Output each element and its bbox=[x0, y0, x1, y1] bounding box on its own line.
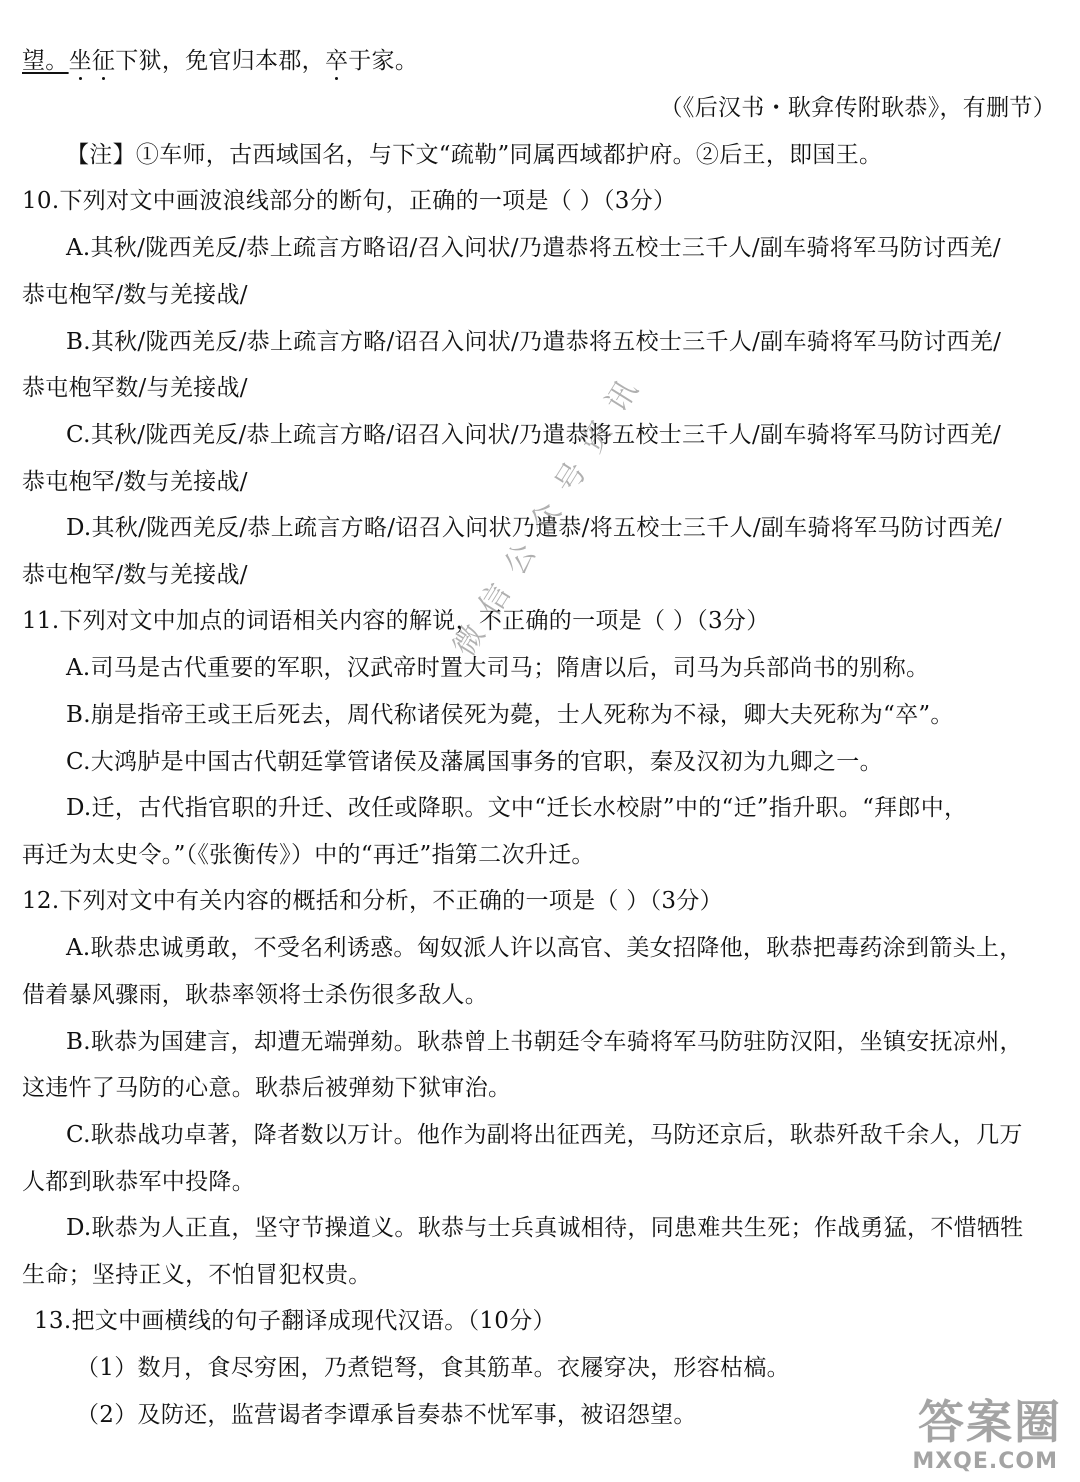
question-12: 12.下列对文中有关内容的概括和分析，不正确的一项是（ ）（3分） bbox=[22, 888, 723, 914]
q12-option-c-cont: 人都到耿恭军中投降。 bbox=[22, 1169, 255, 1195]
annotation-note: 【注】①车师，古西域国名，与下文“疏勒”同属西域都护府。②后王，即国王。 bbox=[66, 142, 883, 168]
q12-option-d: D.耿恭为人正直，坚守节操道义。耿恭与士兵真诚相待，同患难共生死；作战勇猛，不惜牺牲 bbox=[66, 1215, 1024, 1241]
q11-option-c: C.大鸿胪是中国古代朝廷掌管诸侯及藩属国事务的官职，秦及汉初为九卿之一。 bbox=[66, 749, 883, 775]
q12-option-c: C.耿恭战功卓著，降者数以万计。他作为副将出征西羌，马防还京后，耿恭歼敌千余人，几万 bbox=[66, 1122, 1023, 1148]
dotted-word-zheng: 征 bbox=[91, 48, 116, 74]
q11-option-d: D.迁，古代指官职的升迁、改任或降职。文中“迁长水校尉”中的“迁”指升职。“拜郎中， bbox=[66, 795, 968, 821]
q10-option-a: A.其秋/陇西羌反/恭上疏言方略诏/召入问状/乃遣恭将五校士三千人/副车骑将军马防讨西羌/ bbox=[66, 235, 1001, 261]
question-11: 11.下列对文中加点的词语相关内容的解说，不正确的一项是（ ）（3分） bbox=[22, 608, 770, 634]
watermark-text: 微信公众号资讯 bbox=[446, 359, 655, 663]
q13-sentence-1: （1）数月，食尽穷困，乃煮铠弩，食其筋革。衣屦穿决，形容枯槁。 bbox=[76, 1355, 790, 1381]
text-fragment: 下狱，免官归本郡， bbox=[115, 48, 325, 74]
dotted-word-zuo: 坐 bbox=[68, 48, 92, 74]
underlined-fragment: 望。 bbox=[22, 48, 69, 74]
site-logo bbox=[882, 1386, 1072, 1476]
q10-option-b: B.其秋/陇西羌反/恭上疏言方略/诏召入问状/乃遣恭将五校士三千人/副车骑将军马防讨西羌/ bbox=[66, 329, 1002, 355]
logo-chinese: 答案圈 bbox=[918, 1395, 1062, 1449]
q11-option-d-cont: 再迁为太史令。”（《张衡传》）中的“再迁”指第二次升迁。 bbox=[22, 842, 595, 868]
text-fragment: 于家。 bbox=[348, 48, 419, 74]
q12-option-b-cont: 这违忤了马防的心意。耿恭后被弹劾下狱审治。 bbox=[22, 1075, 512, 1101]
q10-option-b-cont: 恭屯枹罕数/与羌接战/ bbox=[22, 375, 248, 401]
q12-option-a-cont: 借着暴风骤雨，耿恭率领将士杀伤很多敌人。 bbox=[22, 982, 488, 1008]
q10-option-d-cont: 恭屯枹罕/数与羌接战/ bbox=[22, 562, 248, 588]
q13-sentence-2: （2）及防还，监营谒者李谭承旨奏恭不忧军事，被诏怨望。 bbox=[76, 1402, 697, 1428]
q10-option-c: C.其秋/陇西羌反/恭上疏言方略/诏召入问状/乃遣恭将五校士三千人/副车骑将军马防讨西羌/ bbox=[66, 422, 1002, 448]
q12-option-d-cont: 生命；坚持正义，不怕冒犯权贵。 bbox=[22, 1262, 372, 1288]
source-citation: （《后汉书・耿弇传附耿恭》，有删节） bbox=[659, 95, 1056, 121]
question-13: 13.把文中画横线的句子翻译成现代汉语。（10分） bbox=[34, 1308, 556, 1334]
q12-option-b: B.耿恭为国建言，却遭无端弹劾。耿恭曾上书朝廷令车骑将军马防驻防汉阳，坐镇安抚凉州， bbox=[66, 1029, 1023, 1055]
q10-option-c-cont: 恭屯枹罕/数与羌接战/ bbox=[22, 469, 248, 495]
q10-option-a-cont: 恭屯枹罕/数与羌接战/ bbox=[22, 282, 248, 308]
dotted-word-zu: 卒 bbox=[324, 48, 349, 74]
q11-option-a: A.司马是古代重要的军职，汉武帝时置大司马；隋唐以后，司马为兵部尚书的别称。 bbox=[66, 655, 930, 681]
q10-option-d: D.其秋/陇西羌反/恭上疏言方略/诏召入问状乃遣恭/将五校士三千人/副车骑将军马防讨西羌/ bbox=[66, 515, 1002, 541]
text-line-1 bbox=[22, 46, 418, 76]
question-10: 10.下列对文中画波浪线部分的断句，正确的一项是（ ）（3分） bbox=[22, 188, 677, 214]
q12-option-a: A.耿恭忠诚勇敢，不受名利诱惑。匈奴派人许以高官、美女招降他，耿恭把毒药涂到箭头上， bbox=[66, 935, 1023, 961]
logo-domain: MXQE.COM bbox=[912, 1449, 1058, 1474]
q11-option-b: B.崩是指帝王或王后死去，周代称诸侯死为薨，士人死称为不禄，卿大夫死称为“卒”。 bbox=[66, 702, 954, 728]
